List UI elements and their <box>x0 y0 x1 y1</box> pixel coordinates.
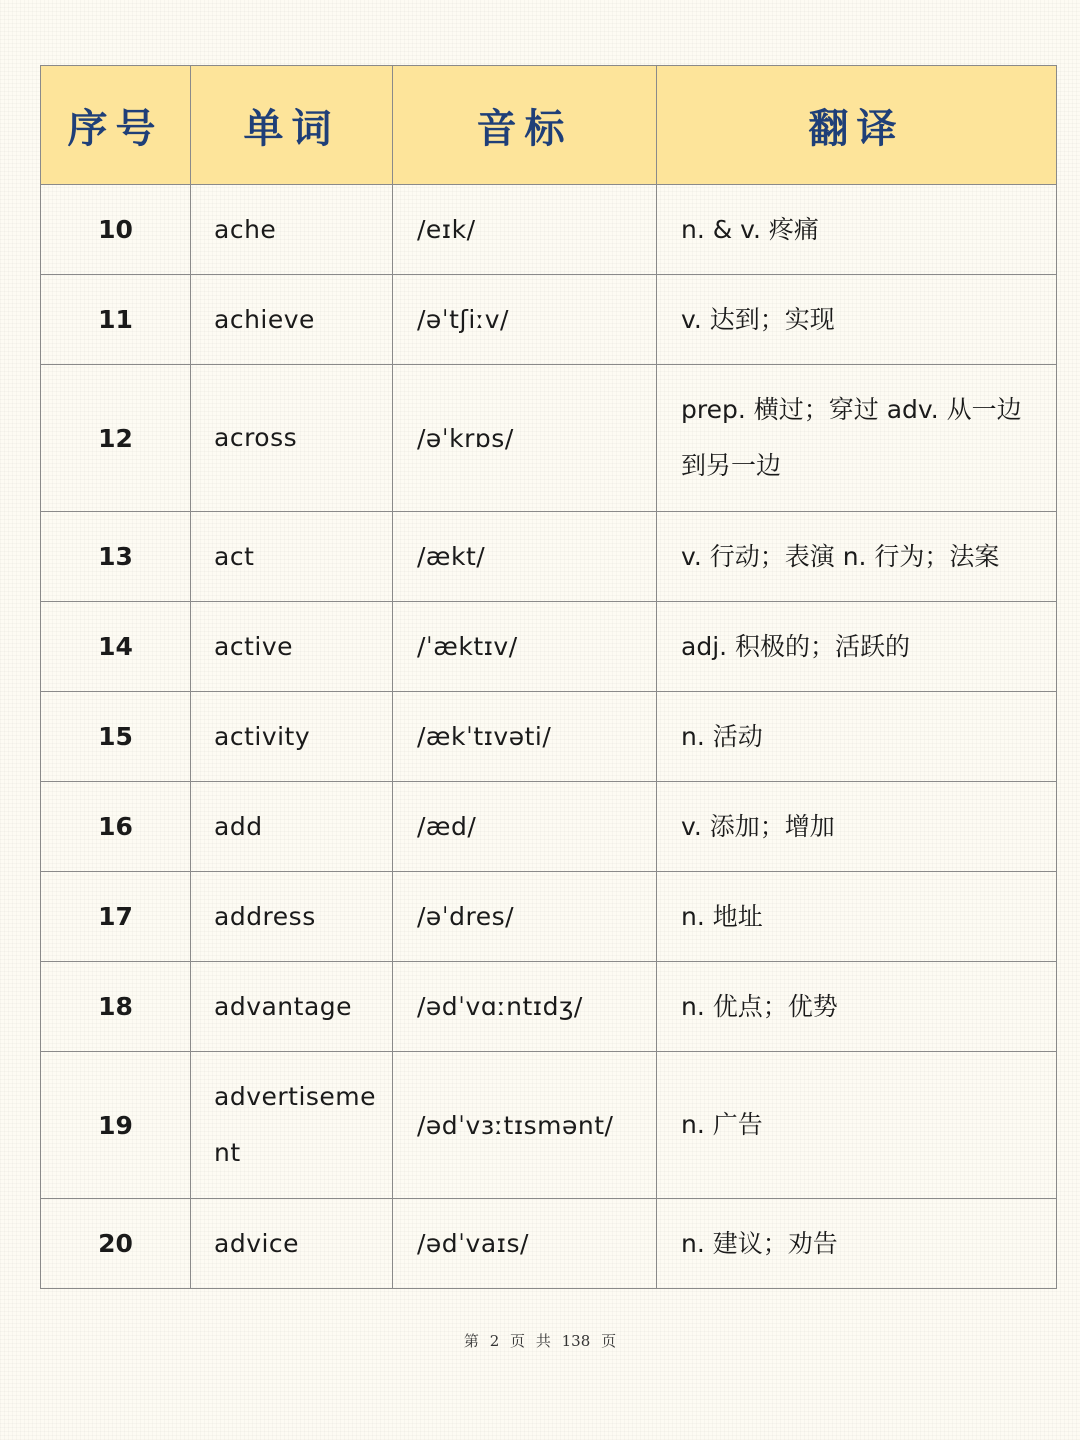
row-phonetic: /ədˈvɑːntɪdʒ/ <box>393 962 657 1052</box>
row-phonetic: /æd/ <box>393 782 657 872</box>
footer-page-label: 页 <box>510 1332 526 1350</box>
row-word: active <box>191 602 393 692</box>
table-row <box>41 1199 1057 1289</box>
page-footer <box>0 1330 1080 1351</box>
row-translation: v. 行动；表演 n. 行为；法案 <box>657 512 1057 602</box>
row-word: ache <box>191 185 393 275</box>
footer-page-prefix: 第 <box>463 1332 479 1350</box>
footer-total-prefix: 共 <box>535 1332 551 1350</box>
row-number: 12 <box>41 365 191 512</box>
row-word: act <box>191 512 393 602</box>
row-word: achieve <box>191 275 393 365</box>
row-phonetic: /ədˈvɜːtɪsmənt/ <box>393 1052 657 1199</box>
table-row <box>41 365 1057 512</box>
row-word: advantage <box>191 962 393 1052</box>
row-phonetic: /əˈdres/ <box>393 872 657 962</box>
row-translation: v. 添加；增加 <box>657 782 1057 872</box>
table-row <box>41 275 1057 365</box>
row-phonetic: /ækˈtɪvəti/ <box>393 692 657 782</box>
row-translation: n. 广告 <box>657 1052 1057 1199</box>
row-number: 20 <box>41 1199 191 1289</box>
header-word: 单词 <box>191 66 393 185</box>
row-translation: prep. 横过；穿过 adv. 从一边到另一边 <box>657 365 1057 512</box>
row-number: 16 <box>41 782 191 872</box>
row-phonetic: /ədˈvaɪs/ <box>393 1199 657 1289</box>
header-phonetic: 音标 <box>393 66 657 185</box>
row-translation: n. 优点；优势 <box>657 962 1057 1052</box>
row-translation: adj. 积极的；活跃的 <box>657 602 1057 692</box>
row-translation: n. & v. 疼痛 <box>657 185 1057 275</box>
row-word: across <box>191 365 393 512</box>
row-phonetic: /ækt/ <box>393 512 657 602</box>
row-number: 13 <box>41 512 191 602</box>
row-translation: n. 地址 <box>657 872 1057 962</box>
table-header-row <box>41 66 1057 185</box>
row-number: 17 <box>41 872 191 962</box>
row-word: add <box>191 782 393 872</box>
row-phonetic: /ˈæktɪv/ <box>393 602 657 692</box>
table-row <box>41 512 1057 602</box>
table-row <box>41 962 1057 1052</box>
footer-total-suffix: 页 <box>601 1332 617 1350</box>
row-translation: n. 建议；劝告 <box>657 1199 1057 1289</box>
table-row <box>41 185 1057 275</box>
row-translation: n. 活动 <box>657 692 1057 782</box>
row-phonetic: /eɪk/ <box>393 185 657 275</box>
table-row <box>41 782 1057 872</box>
row-word: advertisement <box>191 1052 393 1199</box>
row-number: 19 <box>41 1052 191 1199</box>
row-number: 15 <box>41 692 191 782</box>
row-phonetic: /əˈkrɒs/ <box>393 365 657 512</box>
header-number: 序号 <box>41 66 191 185</box>
table-row <box>41 1052 1057 1199</box>
row-number: 14 <box>41 602 191 692</box>
row-number: 18 <box>41 962 191 1052</box>
header-translation: 翻译 <box>657 66 1057 185</box>
row-number: 11 <box>41 275 191 365</box>
vocabulary-table <box>40 65 1057 1289</box>
footer-current-page: 2 <box>489 1332 500 1350</box>
row-phonetic: /əˈtʃiːv/ <box>393 275 657 365</box>
table-row <box>41 872 1057 962</box>
row-word: advice <box>191 1199 393 1289</box>
row-word: activity <box>191 692 393 782</box>
table-row <box>41 692 1057 782</box>
table-row <box>41 602 1057 692</box>
row-number: 10 <box>41 185 191 275</box>
footer-total-pages: 138 <box>561 1332 591 1350</box>
row-translation: v. 达到；实现 <box>657 275 1057 365</box>
row-word: address <box>191 872 393 962</box>
